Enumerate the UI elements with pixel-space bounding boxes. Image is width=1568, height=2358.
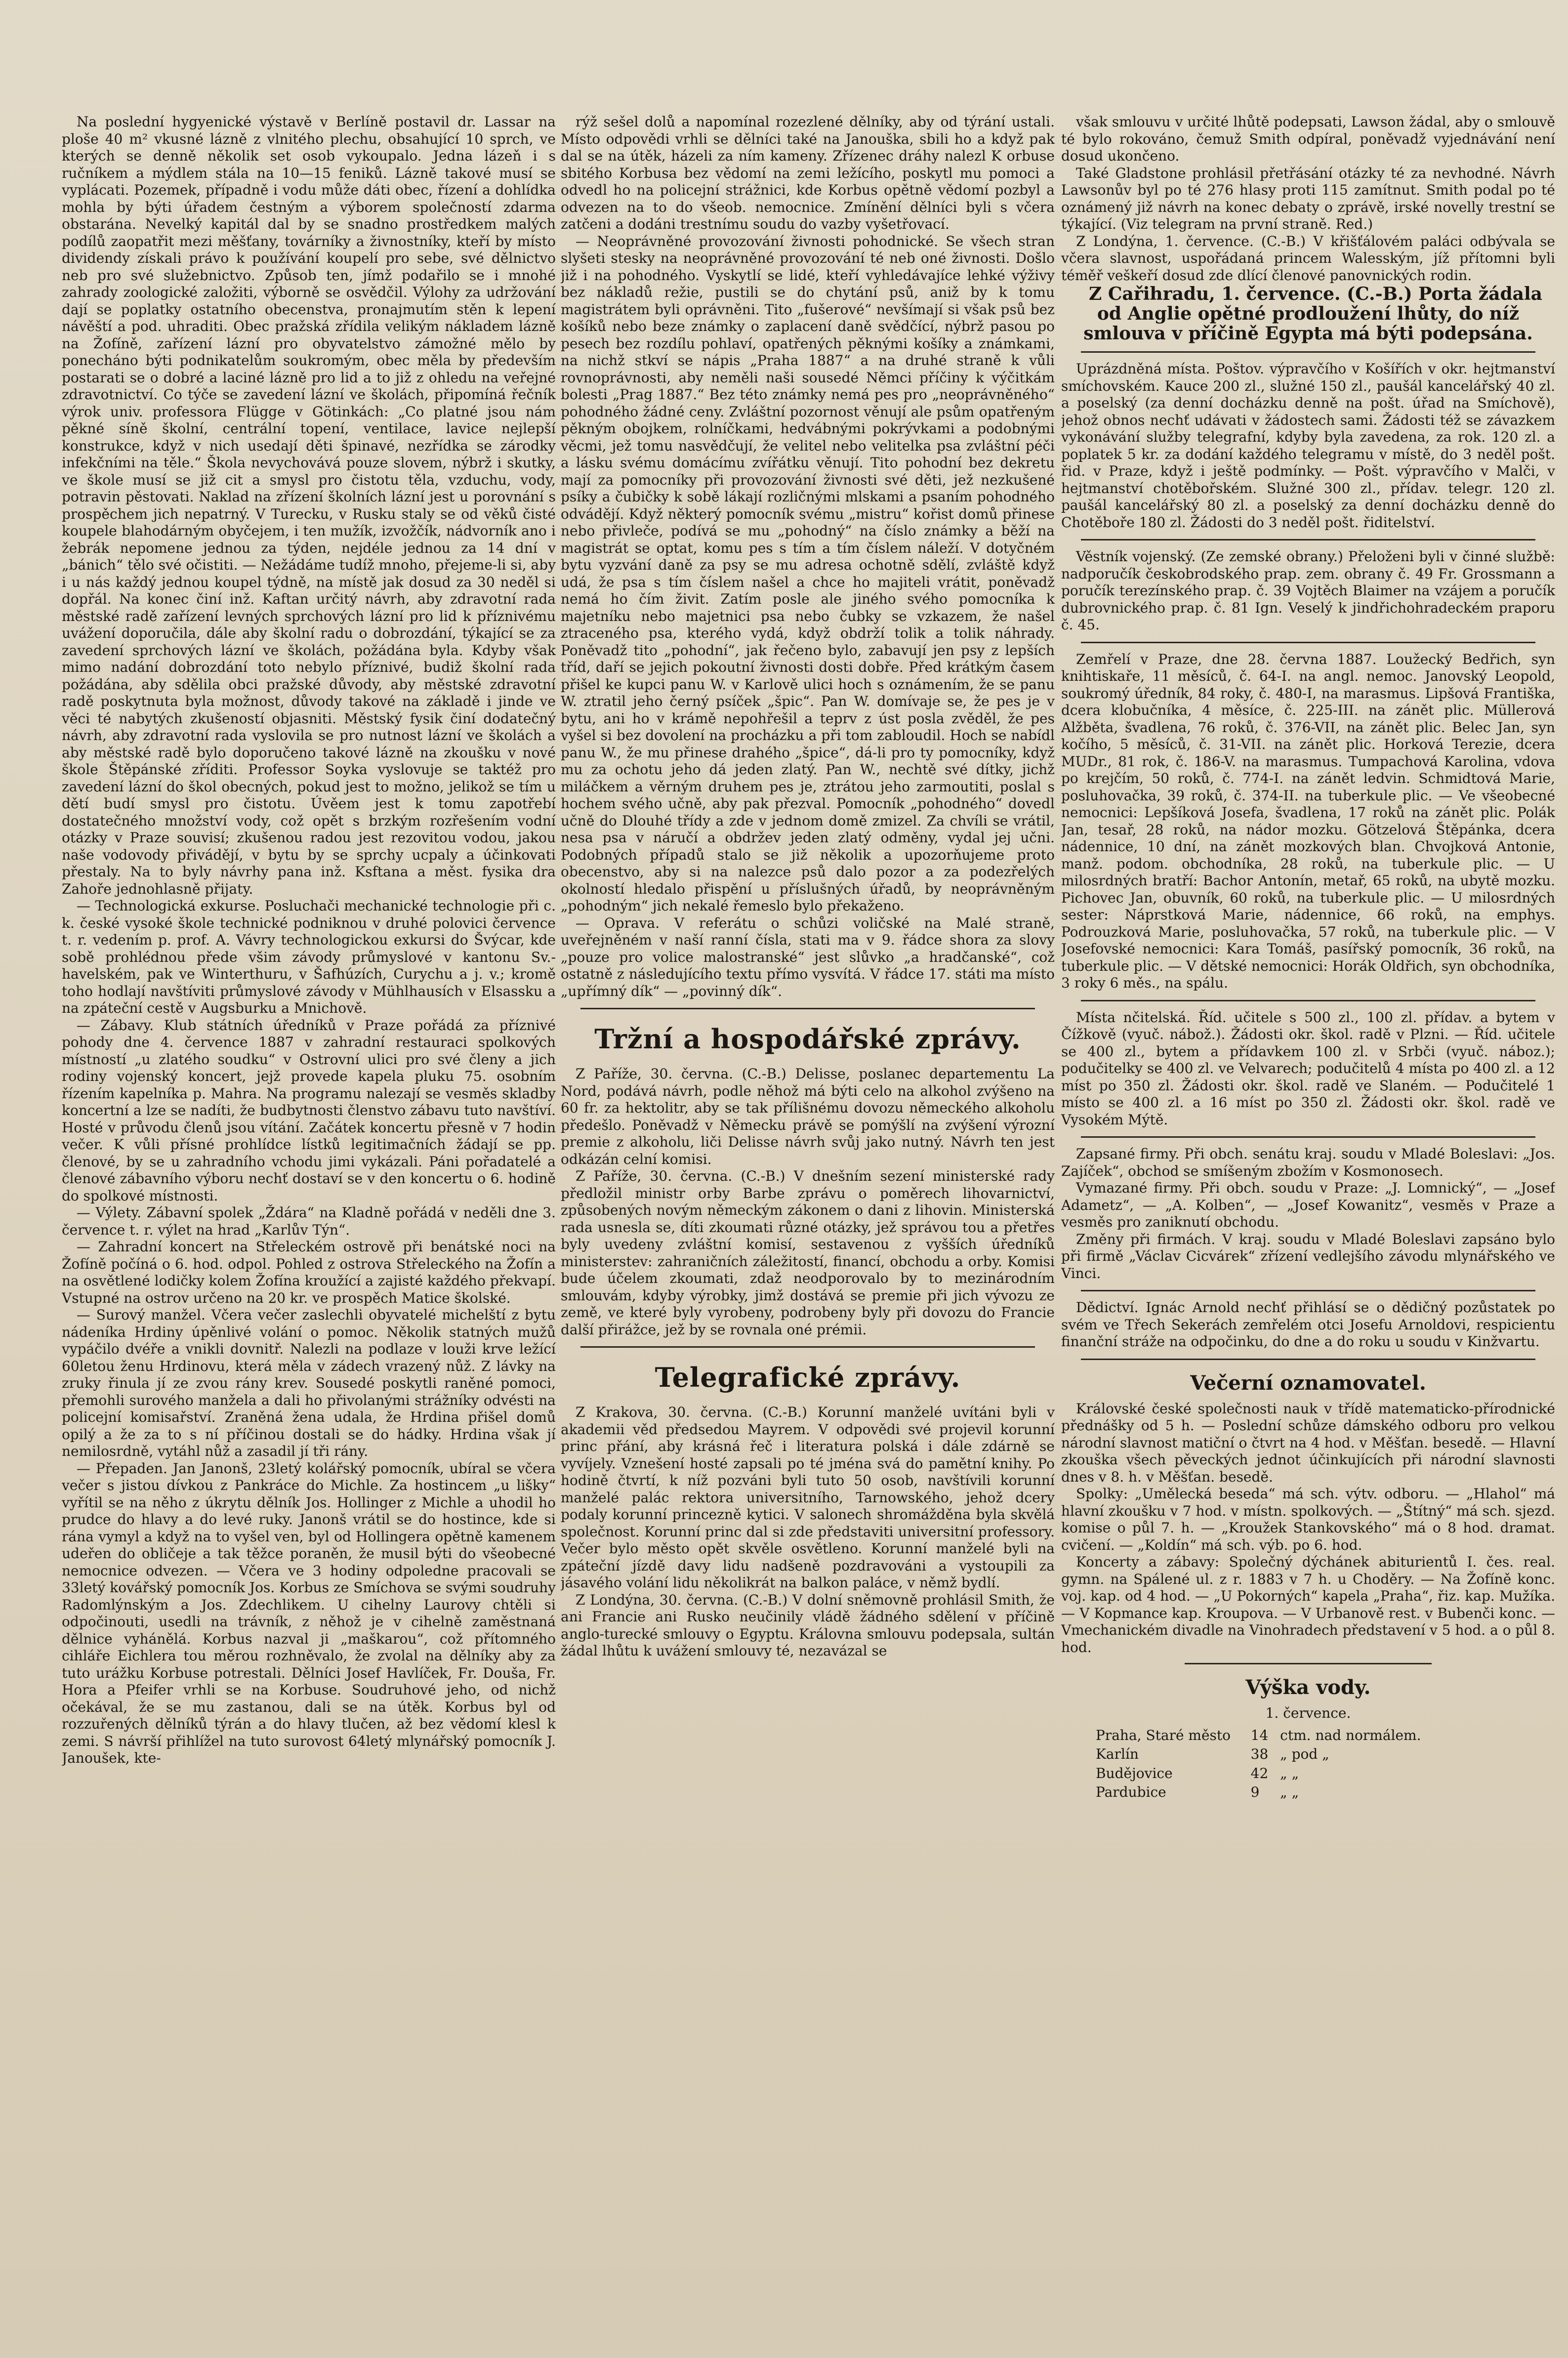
notice-inheritance: Dědictví. Ignác Arnold nechť přihlásí se o dědičný pozůstatek po svém ve Třech Sekerách zemřelém otci Josefu Arnoldovi, respicientu finanční stráže na odpočinku, do dne a do roku u soudu v Kinžvartu. [1061,1299,1555,1350]
notice-vacancies: Uprázdněná místa. Poštov. výpravčího v Košířích v okr. hejtmanství smíchovském. Kauce 200 zl., služné 150 zl., paušál kancelářský 40 zl. a poselský (za denní docházku denně na pošt. úřad na Smíchově), jehož obnos nechť udávati v žádostech sami. Žádosti též se závazkem vykonávání služby telegrafní, kdyby byla zavedena, za rok. 120 zl. a poplatek 5 kr. za dodání každého telegramu v místě, do 3 neděl pošt. řid. v Praze, když i ještě podmínky. — Pošt. výpravčího v Malči, v hejtmanství chotěbořském. Služné 300 zl., přídav. telegr. 120 zl. paušál kancelářský 80 zl. a poselský za denní docházku denně do Chotěboře 180 zl. Žádosti do 3 neděl pošt. řiditelství. [1061,361,1555,531]
water-value: 42 [1250,1765,1269,1781]
market-news-paris-1: Z Paříže, 30. června. (C.-B.) Delisse, poslanec departementu La Nord, podává návrh, podle něhož má býti celo na alkohol zvýšeno na 60 fr. za hektolitr, aby se tak přílišnému dovozu německého alkoholu předešlo. Poněvadž v Německu právě se pomýšlí na zvýšení výrozní premie z alkoholu, liči Delisse návrh svůj jako nutný. Návrh ten jest odkázán celní komisi. [561,1066,1055,1167]
column-1 [62,114,556,2273]
telegraph-section-title: Telegrafické zprávy. [655,1362,961,1393]
section-rule [580,1008,1035,1009]
announcer-concerts: Koncerty a zábavy: Společný dýchánek abiturientů I. čes. real. gymn. na Spálené ul. z r. 1883 v 7 h. u Choděry. — Na Žofíně konc. voj. kap. od 4 hod. — „U Pokorných“ kapela „Praha“, řiz. kap. Mužíka. — V Kopmance kap. Kroupova. — V Urbanově rest. v Bubenči konc. — Vmechanickém divadle na Vinohradech představení v 5 hod. a o půl 8. hod. [1061,1554,1555,1655]
telegraph-krakow: Z Krakova, 30. června. (C.-B.) Korunní manželé uvítáni byli v akademii věd předsedou Mayrem. V odpovědi své projevil korunní princ přání, aby krásná řeč i literatura polská i dále zdárně se vyvíjely. Vznešení hosté zapsali po té jména svá do pamětní knihy. Po hodině čtvrtí, k níž pozváni byli tuto 50 osob, navštívili korunní manželé palác rektora universitního, Tarnowského, jehož dcery podaly korunní princezně kytici. V salonech shromážděna byla skvělá společnost. Korunní princ dal si zde představiti universitní professory. Večer bylo město opět skvěle osvětleno. Korunní manželé byli na zpáteční jízdě davy lidu nadšeně pozdravováni a vystoupili za jásavého volání lidu několikrát na balkon paláce, v němž bydlí. [561,1404,1055,1591]
water-place: Praha, Staré město [1096,1727,1231,1743]
section-rule [1185,1663,1432,1664]
water-note: „ „ [1280,1765,1299,1781]
telegraph-gladstone: Také Gladstone prohlásil přetřásání otázky té za nevhodné. Návrh Lawsonův byl po té 276 hlasy proti 115 zamítnut. Smith podal po té oznámený již návrh na konec debaty o zprávě, irské novelly trestní se týkající. (Viz telegram na první straně. Red.) [1061,165,1555,232]
notice-firms-registered: Zapsané firmy. Při obch. senátu kraj. soudu v Mladé Boleslavi: „Jos. Zajíček“, obchod se smíšeným zbožím v Kosmonosech. [1061,1146,1555,1179]
article-prepaden: — Přepaden. Jan Janonš, 23letý kolářský pomocník, ubíral se včera večer s jistou dívkou z Pankráce do Michle. Za hostincem „u lišky“ vyřítil se na něho z úkrytu dělník Jos. Hollinger z Michle a uhodil ho prudce do hlavy a do levé ruky. Janonš vrátil se do hostince, kde si rána vymyl a když na to vyšel ven, byl od Hollingera opětně kamenem udeřen do obličeje a tak těžce poraněn, že musil býti do všeobecné nemocnice odvezen. — Včera ve 3 hodiny odpoledne pracovali se 33letý kovářský pomocník Jos. Korbus ze Smíchova se svými soudruhy Radomlýnským a Jos. Zdechlikem. U cihelny Laurovy chtěli si odpočinouti, usedli na trávník, z něhož je v cihelně zaměstnaná dělnice vyhánělá. Korbus nazval ji „maškarou“, což přítomného cihláře Eichlera tou měrou rozhněvalo, že zvolal na dělníky aby za tuto urážku Korbuse potrestali. Dělníci Josef Havlíček, Fr. Douša, Fr. Hora a Pfeifer vrhli se na Korbuse. Soudruhové jeho, od nichž očekával, že se mu zastanou, dali se na útěk. Korbus byl od rozzuřených dělníků týrán a do hlavy tlučen, až bez vědomí klesl k zemi. S návrší přihlížel na tuto surovost 64letý mlynářský pomocník J. Janoušek, kte- [62,1460,556,1766]
article-surovy-manzel: — Surový manžel. Včera večer zaslechli obyvatelé michelští z bytu nádeníka Hrdiny úpěnlivé volání o pomoc. Několik statných mužů vypáčilo dvéře a vnikli dovnitř. Nalezli na podlaze v louži krve ležící 60letou ženu Hrdinovu, která měla v zádech vrazený nůž. Z lávky na zruky řinula jí ze zvou rány krev. Sousedé poskytli raněné pomoci, přemohli surového manžela a dali ho přivolanými strážníky odvésti na policejní komisařství. Zraněná žena udala, že Hrdina přišel domů opilý a že za to s ní příčinou dostali se do hádky. Hrdina však jí nemilosrdně, vytáhl nůž a zasadil jí tři rány. [62,1307,556,1459]
water-table [1091,1726,1437,1802]
section-rule [1081,1136,1535,1138]
notice-firms-changes: Změny při firmách. V kraj. soudu v Mladé Boleslavi zapsáno bylo při firmě „Václav Cicvárek“ zřízení vedlejšího závodu mlynářského ve Vinci. [1061,1231,1555,1282]
water-note: „ „ [1280,1784,1299,1800]
section-rule [1081,1290,1535,1291]
table-row [1091,1745,1437,1764]
water-note: „ pod „ [1280,1746,1329,1762]
table-row [1091,1783,1437,1802]
announcer-clubs: Spolky: „Umělecká beseda“ má sch. výtv. odboru. — „Hlahol“ má hlavní zkoušku v 7 hod. v místn. spolkových. — „Štítný“ má sch. sjezd. komise o půl 7. h. — „Kroužek Stankovského“ má o 8 hod. dramat. cvičení. — „Koldín“ má sch. výb. po 6. hod. [1061,1486,1555,1553]
section-rule [1081,351,1535,353]
column-3 [1061,114,1555,2297]
water-title: Výška vody. [1245,1676,1371,1699]
announcer-title: Večerní oznamovatel. [1190,1371,1426,1395]
water-place: Budějovice [1096,1765,1173,1781]
article-lazne: Na poslední hygyenické výstavě v Berlíně postavil dr. Lassar na ploše 40 m² vkusné lázně z vlnitého plechu, obsahující 10 sprch, ve kterých se denně několik set osob vykoupalo. Jedna lázeň i s ručníkem a mýdlem stála na 10—15 feniků. Lázně takové musí se vyplácati. Pozemek, případně i vodu může dáti obec, řízení a dohlídka mohla by býti úřadem čestným a výborem společností zdarma obstarána. Nevelký kapitál dal by se snadno prostředkem malých podílů zaopatřit mezi měšťany, továrníky a živnostníky, kteří by místo dividendy získali právo k používání koupelí pro sebe, své dělnictvo neb pro své služebnictvo. Způsob ten, jímž podařilo se i mnohé zahrady zoologické založiti, výborně se osvědčil. Výlohy za udržování dají se poplatky ostatního obecenstva, pronajmutím stěn k lepení návěští a pod. uhraditi. Obec pražská zřídila velikým nákladem lázně na Žofíně, zařízení lázní pro obyvatelstvo zámožné mělo by ponecháno býti podnikatelům soukromým, obec měla by především postarati se o dobré a laciné lázně pro lid a to již z ohledu na veřejné zdravotnictví. Co týče se zavedení lázní ve školách, připomíná řečník výrok univ. professora Flügge v Götinkách: „Co platné jsou nám pěkné síně školní, centrální topení, ventilace, lavice nejlepší konstrukce, když v nich usedají děti špinavé, nezřídka se zárodky infekčními na těle.“ Škola nevychovává pouze slovem, nýbrž i skutky, ve škole musí se již cit a smysl pro čistotu těla, vzduchu, vody, potravin pěstovati. Naklad na zřízení školních lázní jest u porovnání s prospěchem jich nepatrný. V Turecku, v Rusku staly se od věků čisté koupele blahodárným obyčejem, i ten mužík, izvožčík, nádvorník ano i žebrák nepomene jednou za týden, nejdéle jednou za 14 dní v „bánich“ tělo své očistiti. — Nežádáme tudíž mnoho, přejeme-li si, aby i u nás každý jednou koupel týdně, na místě jak dosud za 30 neděl si dopřál. Na konec činí inž. Kaftan určitý návrh, aby zdravotní rada městské radě zařízení levných sprchových lázní pro lid k příznivému uvážení doporučila, dále aby školní radu o dobrozdání, týkající se za zavedení sprchových lázní ve školách, požádána byla. Kdyby však mimo nadání dobrozdání toto nebylo příznivé, budiž školní rada požádána, aby sdělila obci pražské důvody, aby městské zdravotní radě poskytnuta byla možnost, důvody takové na základě i jinde ve věci té nabytých zkušeností objasniti. Městský fysik činí dodatečný návrh, aby zdravotní rada vyslovila se pro nutnost lázní ve školách a aby městské radě bylo doporučeno takové lázně na zkoušku v nové škole Štěpánské zříditi. Professor Soyka vyslovuje se taktéž pro zavedení lázní do škol obecných, pokud jest to možno, jelikož se tím u dětí budí smysl pro čistotu. Úvěem jest k tomu zapotřebí dostatečného množství vody, což opět s brzkým rozřešením vodní otázky v Praze souvisí; zkušenou radou jest rezovitou vodou, jakou naše vodovody přivádějí, v bytu by se sprchy ucpaly a účinkovati přestaly. Na to byly návrhy pana inž. Ksftana a měst. fysika dra Zahoře jednohlasně přijaty. [62,114,556,897]
article-oprava: — Oprava. V referátu o schůzi voličské na Malé straně, uveřejněném v naší ranní čísla, stati ma v 9. řádce shora za slovy „pouze pro volice malostranské“ jest slůvko „a hradčanské“, což ostatně z následujícího textu přímo vysvítá. V řádce 17. státi ma místo „upřímný dík“ — „povinný dík“. [561,914,1055,999]
article-koncert: — Zahradní koncert na Střeleckém ostrově při benátské noci na Žofíně počíná o 6. hod. odpol. Pohled z ostrova Střeleckého na Žofín a na osvětlené lodičky kolem Žofína kroužící a zajisté každého překvapí. Vstupné na ostrov určeno na 20 kr. ve prospěch Matice školské. [62,1239,556,1306]
notice-military: Věstník vojenský. (Ze zemské obrany.) Přeloženi byli v činné službě: nadporučík českobrodského prap. zem. obrany č. 49 Fr. Grossmann a poručík terezínského prap. č. 39 Vojtěch Blaimer na vzájem a poručík dubrovnického prap. č. 81 Ign. Veselý k jindřichohradeckém praporu č. 45. [1061,548,1555,633]
water-value: 9 [1250,1784,1260,1800]
water-value: 38 [1250,1746,1269,1762]
announcer-science: Královské české společnosti nauk v třídě matematicko-přírodnické přednášky od 5 h. — Poslední schůze dámského odboru pro velkou národní slavnost matiční o čtvrt na 4 hod. v Měšťan. besedě. — Hlavní zkouška všech pěveckých jednot účinkujících při národní slavnosti dnes v 8. h. v Měšťan. besedě. [1061,1400,1555,1485]
water-place: Pardubice [1096,1784,1166,1800]
section-rule [1081,539,1535,540]
section-rule [1081,1359,1535,1360]
section-rule [580,1346,1035,1348]
article-vylety: — Výlety. Zábavní spolek „Ždára“ na Kladně pořádá v neděli dne 3. července t. r. výlet na hrad „Karlův Týn“. [62,1204,556,1238]
telegraph-cairo: Z Cařihradu, 1. července. (C.-B.) Porta žádala od Anglie opětné prodloužení lhůty, do níž smlouva v příčině Egypta má býti podepsána. [1083,284,1542,344]
section-rule [1081,642,1535,643]
article-exkurse: — Technologická exkurse. Posluchači mechanické technologie při c. k. české vysoké škole technické podniknou v druhé polovici července t. r. vedením p. prof. A. Vávry technologickou exkursi do Švýcar, kde sobě prohlédnou přede všim závody průmyslové v kantonu Sv.-havelském, pak ve Winterthuru, v Šafhúzích, Curychu a j. v.; kromě toho hodlají navštíviti průmyslové závody v Mühlhausích v Elsassku a na zpáteční cestě v Augsburku a Mnichově. [62,898,556,1016]
notice-teacher-posts: Místa nčitelská. Říd. učitele s 500 zl., 100 zl. přídav. a bytem v Čížkově (vyuč. nábož.). Žádosti okr. škol. radě v Plzni. — Říd. učitele se 400 zl., bytem a přídavkem 100 zl. v Srbči (vyuč. náboz.); podučitelky se 400 zl. ve Velvarech; podučitelů 4 místa po 400 zl. a 12 míst po 350 zl. Žádosti okr. škol. radě ve Slaném. — Podučitelé 1 místo se 400 zl. a 16 míst po 350 zl. Žádosti okr. škol. radě ve Vysokém Mýtě. [1061,1009,1555,1128]
water-date: 1. července. [1265,1705,1351,1721]
market-news-paris-2: Z Paříže, 30. června. (C.-B.) V dnešním sezení ministerské rady předložil ministr orby Barbe zprávu o poměrech lihovarnictví, způsobených novým německým zákonem o dani z lihovin. Ministerská rada usnesla se, díti zkoumati různé otázky, jež správou tou a přetřes byly uvedeny zvláštní komisí, sestavenou z vyšších úředníků ministerstev: zahraničních záležitostí, financí, obchodu a orby. Komisi bude účelem zkoumati, zdaž neodporovalo by to mezinárodním smlouvám, kdyby výrobky, jimž dostává se premie při jich vývozu ze země, ve které byly vyrobeny, podrobeny byly při dovozu do Francie další přirážce, jež by se rovnala oné prémii. [561,1168,1055,1338]
article-zabavy: — Zábavy. Klub státních úředníků v Praze pořádá za příznivé pohody dne 4. července 1887 v zahradní restauraci spolkových místností „u zlatého soudku“ v Ostrovní ulici pro své členy a jich rodiny vojenský koncert, jejž provede kapela pluku 75. osobním řízením kapelníka p. Mahra. Na programu nalezají se vesměs skladby koncertní a lze se nadíti, že budbytnosti členstvo zábavu tuto navštíví. Hosté v průvodu členů jsou vítání. Začátek koncertu přesně v 7 hodin večer. K vůli přísné prohlídce lístků legitimačních žádají se pp. členové, by se u zahradního vchodu jimi vykázali. Páni pořadatelé a členové zábavního výboru nechť dostaví se v den koncertu o 6. hodině do spolkové místnosti. [62,1017,556,1204]
water-value: 14 [1250,1727,1269,1743]
telegraph-london-2: Z Londýna, 1. července. (C.-B.) V křišťálovém paláci odbývala se včera slavnost, uspořádaná princem Walesským, jíž přítomni byli téměř veškeří dosud zde dlící členové panovnických rodin. [1061,233,1555,284]
telegraph-london: Z Londýna, 30. června. (C.-B.) V dolní sněmovně prohlásil Smith, že ani Francie ani Rusko neučinily vládě žádného sdělení v příčině anglo-turecké smlouvy o Egyptu. Královna smlouvu podepsala, sultán žádal lhůtu k uvážení smlouvy té, nezavázal se [561,1591,1055,1659]
article-continuation: rýž sešel dolů a napomínal rozezlené dělníky, aby od týrání ustali. Místo odpovědi vrhli se dělníci také na Janouška, sbili ho a když pak dal se na útěk, házeli za ním kameny. Zřízenec dráhy nalezl K orbuse sbitého Korbusa bez vědomí na zemi ležícího, poskytl mu pomoci a odvedl ho na policejní strážnici, kde Korbus opětně vědomí pozbyl a odvezen na to do všeob. nemocnice. Zmínění dělníci byli s včera zatčeni a dodáni trestnímu soudu do vazby vyšetřovací. [561,114,1055,232]
article-pohodnici: — Neoprávněné provozování živnosti pohodnické. Se všech stran slyšeti stesky na neoprávněné provozování té neb oné živnosti. Došlo již i na pohodného. Vyskytlí se lidé, kteří vyhledávajíce lehké výživy bez nákladů režie, pustili se do chytání psů, aniž by k tomu magistrátem byli oprávněni. Tito „fušerové“ nevšímají si však psů bez košíků nebo beze známky o zaplacení daně svědčící, nýbrž pasou po pesech bez rozdílu pohlaví, opatřených pěknými košíky a známkami, na nichž stkví se nápis „Praha 1887“ a na druhé straně k vůli rovnoprávnosti, aby neměli naši sousedé Němci příčiny k výčitkám bolesti „Prag 1887.“ Bez této známky nemá pes pro „neoprávněného“ pohodného žádné ceny. Zvláštní pozornost věnují ale psům opatřeným pěkným obojkem, rolníčkami, hedvábnými pokrývkami a podobnými věcmi, jež tomu nasvědčují, že velitel nebo velitelka psa zvláštní péči a lásku svému domácímu zvířátku věnují. Tito pohodní bez dekretu mají za pomocníky při provozování živnosti své děti, jež nezkušené psíky a čubičky k sobě lákají rozličnými mlskami a psaním pohodného odvádějí. Když některý pomocník svému „mistru“ kořist domů přinese nebo přivleče, podívá se mu „pohodný“ na číslo známky a běží na magistrát se optat, komu pes s tím a tím číslem náleží. V dotyčném bytu vyzvání daně za psy se mu adresa ochotně sdělí, zvláště když udá, že psa s tím číslem našel a chce ho majiteli vrátit, poněvadž nemá ho čím živit. Zatím posle ale jiného svého pomocníka k majetníku nebo majetnici psa nebo čubky se vzkazem, že našel ztraceného psa, kterého vydá, když obdrží tolik a tolik náhrady. Poněvadž tito „pohodní“, jak řečeno bylo, zabavují jen psy z lepších tříd, daří se jejich pokoutní živnosti dosti dobře. Před krátkým časem přišel ke kupci panu W. v Karlově ulici hoch s oznámením, že se panu W. ztratil jeho černý psíček „špic“. Pan W. domívaje se, že pes je v bytu, ani ho v krámě nepohřešil a teprv z úst posla zvěděl, že pes vyšel si bez dovolení na procházku a při tom zabloudil. Hoch se nabídl panu W., že mu přinese drahého „špice“, dá-li pro ty pomocníky, když mu za ochotu jeho dá jeden zlatý. Pan W., nechtě své dítky, jichž miláčkem a věrným druhem pes je, ztrátou jeho zarmoutiti, poslal s hochem svého učně, aby pak přezval. Pomocník „pohodného“ dovedl učně do Dlouhé třídy a zde v jednom domě zmizel. Za chvíli se vrátil, nesa psa v náručí a obdržev jeden zlatý odměny, vydal jej učni. Podobných případů stalo se již několik a upozorňujeme proto obecenstvo, aby si na nalezce psů dalo pozor a za podezřelých okolností hledalo přispění u příslušných úřadů, by neoprávněným „pohodným“ jich nekalé řemeslo bylo překaženo. [561,233,1055,914]
table-row [1091,1726,1437,1745]
section-rule [1081,1000,1535,1001]
notice-deaths: Zemřelí v Praze, dne 28. června 1887. Loužecký Bedřich, syn knihtiskaře, 11 měsíců, č. 64-I. na angl. nemoc. Janovský Leopold, soukromý úředník, 84 roky, č. 480-I, na marasmus. Lipšová Františka, dcera klobučníka, 4 měsíce, č. 225-III. na zánět plic. Müllerová Alžběta, švadlena, 76 roků, č. 376-VII, na zánět plic. Belec Jan, syn kočího, 5 měsíců, č. 31-VII. na zánět plic. Horková Terezie, dcera MUDr., 81 rok, č. 186-V. na marasmus. Tumpachová Karolina, vdova po krejčím, 50 roků, č. 774-I. na zánět ledvin. Schmidtová Marie, posluhovačka, 39 roků, č. 374-II. na tuberkule plic. — Ve všeobecné nemocnici: Lepšíková Josefa, švadlena, 17 roků na zánět plic. Polák Jan, tesař, 28 roků, na nádor mozku. Götzelová Štěpánka, dcera nádennice, 10 dní, na zánět mozkových blan. Chvojková Antonie, manž. podom. obchodníka, 28 roků, na tuberkule plic. — U milosrdných bratří: Bachor Antonín, metař, 65 roků, na ubytě mozku. Pichovec Jan, obuvník, 60 roků, na tuberkule plic. — U milosrdných sester: Náprstková Marie, nádennice, 66 roků, na emphys. Podrouzková Marie, posluhovačka, 57 roků, na tuberkule plic. — V Josefovské nemocnici: Kara Tomáš, pasířský pomocník, 36 roků, na tuberkule plic. — V dětské nemocnici: Horák Oldřich, syn obchodníka, 3 roky 6 měs., na spálu. [1061,651,1555,991]
table-row [1091,1764,1437,1783]
water-note: ctm. nad normálem. [1280,1727,1421,1743]
market-section-title: Tržní a hospodářské zprávy. [594,1023,1021,1055]
water-place: Karlín [1096,1746,1139,1762]
column-2 [561,114,1055,2277]
notice-firms-removed: Vymazané firmy. Při obch. soudu v Praze: „J. Lomnický“, — „Josef Adametz“, — „A. Kolben“, — „Josef Kowanitz“, vesměs v Praze a vesměs pro zaniknutí obchodu. [1061,1180,1555,1230]
telegraph-continuation: však smlouvu v určité lhůtě podepsati, Lawson žádal, aby o smlouvě té bylo rokováno, čemuž Smith odpíral, poněvadž vyjednávání není dosud ukončeno. [1061,114,1555,164]
